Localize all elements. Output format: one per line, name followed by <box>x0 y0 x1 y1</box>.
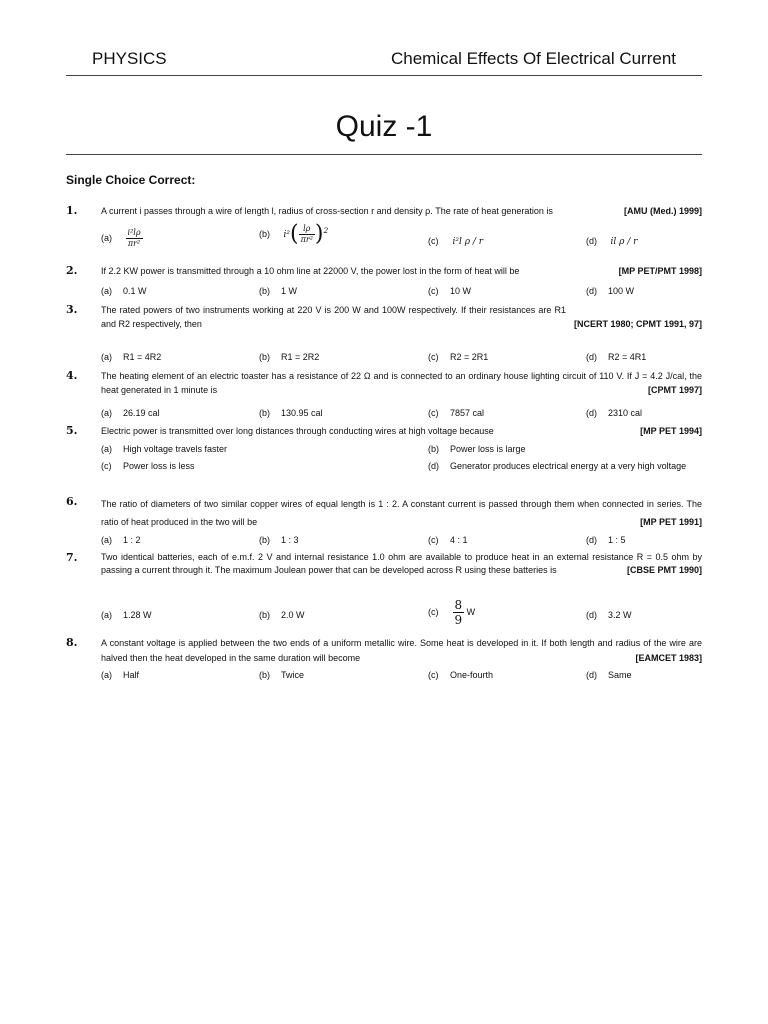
option-d[interactable]: (d) 2310 cal <box>586 408 643 418</box>
question-text: The heating element of an electric toaster has a resistance of 22 Ω and is connected to an ordinary house lighting circuit of 110 V. If J = 4.2 J/cal, the heat generated in 1 minute is [CPMT 1997] <box>101 371 702 395</box>
option-a[interactable]: (a) 1 : 2 <box>101 535 141 545</box>
option-b[interactable]: (b) i²( $\frac{l\rho}{\text{πr²}}$ )$^2$ <box>259 221 329 247</box>
question-number: 5. <box>66 424 78 437</box>
chapter-heading: Chemical Effects Of Electrical Current <box>391 49 676 68</box>
question-source: [EAMCET 1983] <box>635 653 702 663</box>
question-source: [MP PET 1991] <box>640 517 702 527</box>
option-b[interactable]: (b) R1 = 2R2 <box>259 352 320 362</box>
question-number: 7. <box>66 551 78 564</box>
question-3 <box>66 303 702 367</box>
option-b[interactable]: (b) 2.0 W <box>259 610 305 620</box>
option-a[interactable]: (a) 1.28 W <box>101 610 152 620</box>
option-d[interactable]: (d) Generator produces electrical energy at a very high voltage <box>428 461 687 471</box>
question-6 <box>66 495 702 547</box>
option-c[interactable]: (c) R2 = 2R1 <box>428 352 489 362</box>
header-divider <box>66 75 702 76</box>
option-fraction: $\frac{8}{9}$ <box>454 598 463 627</box>
question-text: Two identical batteries, each of e.m.f. 2 V and internal resistance 1.0 ohm are available to produce heat in an external resistance R = 0.5 ohm by passing a current through it. The maximum Joulean power that can be developed across R using these batteries is [CBSE PMT 1990] <box>101 552 702 575</box>
subject-heading: PHYSICS <box>92 49 167 68</box>
option-d[interactable]: (d) R2 = 4R1 <box>586 352 647 362</box>
option-b[interactable]: (b) 130.95 cal <box>259 408 323 418</box>
question-1 <box>66 204 702 260</box>
option-a[interactable]: (a) R1 = 4R2 <box>101 352 162 362</box>
option-c[interactable]: (c) 10 W <box>428 286 472 296</box>
option-b[interactable]: (b) 1 W <box>259 286 298 296</box>
option-b[interactable]: (b) 1 : 3 <box>259 535 299 545</box>
section-heading: Single Choice Correct: <box>66 173 196 187</box>
option-c[interactable]: (c) Power loss is less <box>101 461 195 471</box>
question-text: [MP PET 1994] Electric power is transmitted over long distances through conducting wires at high voltage because <box>101 426 702 436</box>
question-text: The ratio of diameters of two similar copper wires of equal length is 1 : 2. A constant current is passed through them when connected in series. The ratio of heat produced in the two will be [MP PET 1991] <box>101 495 702 531</box>
question-number: 4. <box>66 369 78 382</box>
question-number: 2. <box>66 264 78 277</box>
option-c[interactable]: (c) $\frac{8}{9}$ W <box>428 598 476 627</box>
option-d[interactable]: (d) il ρ / r <box>586 236 638 247</box>
question-source: [NCERT 1980; CPMT 1991, 97] <box>573 319 702 329</box>
option-a[interactable]: (a) High voltage travels faster <box>101 444 228 454</box>
question-8 <box>66 636 702 684</box>
option-d[interactable]: (d) 1 : 5 <box>586 535 626 545</box>
title-divider <box>66 154 702 155</box>
question-source: [CPMT 1997] <box>647 385 702 395</box>
question-source: [AMU (Med.) 1999] <box>623 206 702 216</box>
question-text: A constant voltage is applied between the two ends of a uniform metallic wire. Some heat is developed in it. If both length and radius of the wire are halved then the heat developed in the same duration will become [EAMCET 1983] <box>101 636 702 666</box>
question-2 <box>66 264 702 300</box>
question-5 <box>66 424 702 490</box>
question-4 <box>66 369 702 421</box>
option-c[interactable]: (c) i²l ρ / r <box>428 236 484 247</box>
option-c[interactable]: (c) 7857 cal <box>428 408 485 418</box>
option-c[interactable]: (c) 4 : 1 <box>428 535 468 545</box>
option-a[interactable]: (a) 26.19 cal <box>101 408 160 418</box>
option-fraction: $\frac{\text{i²lρ}}{\text{πr²}}$ <box>127 228 141 248</box>
option-fraction: $\frac{l\rho}{\text{πr²}}$ <box>300 224 313 245</box>
option-a[interactable]: (a) Half <box>101 670 140 680</box>
question-text: [AMU (Med.) 1999] A current i passes through a wire of length l, radius of cross-section r and density ρ. The rate of heat generation is <box>101 206 702 216</box>
question-number: 1. <box>66 204 78 217</box>
question-number: 3. <box>66 303 78 316</box>
option-d[interactable]: (d) Same <box>586 670 632 680</box>
question-source: [MP PET 1994] <box>640 426 702 436</box>
option-b[interactable]: (b) Power loss is large <box>428 444 526 454</box>
option-a[interactable]: (a) 0.1 W <box>101 286 147 296</box>
question-text: [NCERT 1980; CPMT 1991, 97] The rated powers of two instruments working at 220 V is 200 W and 100W respectively. If their resistances are R1 and R2 respectively, then <box>101 305 702 329</box>
page-title: Quiz -1 <box>335 110 433 143</box>
question-number: 8. <box>66 636 78 649</box>
option-c[interactable]: (c) One-fourth <box>428 670 494 680</box>
option-b[interactable]: (b) Twice <box>259 670 305 680</box>
question-source: [CBSE PMT 1990] <box>626 565 702 575</box>
option-d[interactable]: (d) 100 W <box>586 286 635 296</box>
question-source: [MP PET/PMT 1998] <box>618 266 702 276</box>
option-a[interactable]: (a) $\frac{\text{i²lρ}}{\text{πr²}}$ <box>101 228 141 248</box>
question-number: 6. <box>66 495 78 508</box>
question-7 <box>66 551 702 631</box>
option-d[interactable]: (d) 3.2 W <box>586 610 632 620</box>
question-text: [MP PET/PMT 1998] If 2.2 KW power is transmitted through a 10 ohm line at 22000 V, the power lost in the form of heat will be <box>101 266 702 276</box>
